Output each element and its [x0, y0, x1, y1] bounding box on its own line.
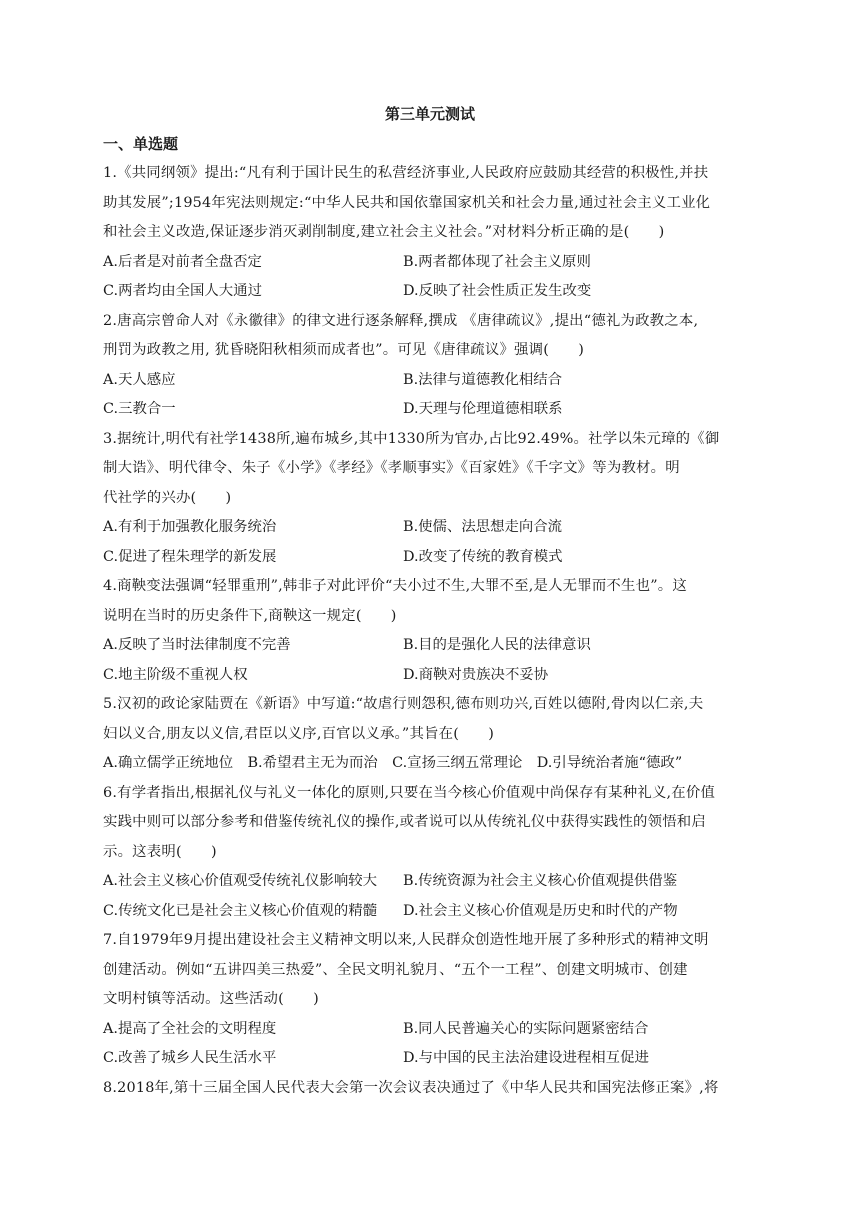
- question-7-line: 创建活动。例如“五讲四美三热爱”、全民文明礼貌月、“五个一工程”、创建文明城市、创建: [103, 962, 688, 978]
- question-7-option-b: B.同人民普遍关心的实际问题紧密结合: [403, 1021, 649, 1037]
- question-2-option-b: B.法律与道德教化相结合: [403, 372, 563, 388]
- question-5-options: A.确立儒学正统地位 B.希望君主无为而治 C.宣扬三纲五常理论 D.引导统治者施“德政”: [103, 755, 683, 771]
- question-3-option-a: A.有利于加强教化服务统治: [103, 519, 277, 535]
- question-1-option-c: C.两者均由全国人大通过: [103, 283, 262, 299]
- question-7-option-d: D.与中国的民主法治建设进程相互促进: [403, 1050, 649, 1066]
- question-8-line: 8.2018年,第十三届全国人民代表大会第一次会议表决通过了《中华人民共和国宪法修正案》,将: [103, 1080, 719, 1096]
- question-2-line: 2.唐高宗曾命人对《永徽律》的律文进行逐条解释,撰成 《唐律疏议》,提出“德礼为政教之本,: [103, 313, 699, 329]
- question-4-option-c: C.地主阶级不重视人权: [103, 667, 248, 683]
- question-7-option-a: A.提高了全社会的文明程度: [103, 1021, 277, 1037]
- question-3-line: 代社学的兴办( ): [103, 490, 232, 506]
- question-3-line: 3.据统计,明代有社学1438所,遍布城乡,其中1330所为官办,占比92.49%。社学以朱元璋的《御: [103, 431, 720, 447]
- question-4-line: 说明在当时的历史条件下,商鞅这一规定( ): [103, 608, 397, 624]
- question-7-option-c: C.改善了城乡人民生活水平: [103, 1050, 277, 1066]
- question-2-option-d: D.天理与伦理道德相联系: [403, 401, 563, 417]
- section-heading: 一、单选题: [103, 135, 179, 153]
- question-5-line: 5.汉初的政论家陆贾在《新语》中写道:“故虐行则怨积,德布则功兴,百姓以德附,骨肉以仁亲,夫: [103, 696, 704, 712]
- question-3-option-c: C.促进了程朱理学的新发展: [103, 549, 277, 565]
- page-title: 第三单元测试: [384, 105, 475, 123]
- question-2-option-a: A.天人感应: [103, 372, 176, 388]
- question-1-line: 和社会主义改造,保证逐步消灭剥削制度,建立社会主义社会。”对材料分析正确的是( ): [103, 224, 665, 240]
- question-3-option-b: B.使儒、法思想走向合流: [403, 519, 563, 535]
- question-1-line: 1.《共同纲领》提出:“凡有利于国计民生的私营经济事业,人民政府应鼓励其经营的积极性,并扶: [103, 165, 709, 181]
- question-6-line: 实践中则可以部分参考和借鉴传统礼仪的操作,或者说可以从传统礼仪中获得实践性的领悟和启: [103, 814, 706, 830]
- question-1-option-b: B.两者都体现了社会主义原则: [403, 254, 591, 270]
- question-1-line: 助其发展”;1954年宪法则规定:“中华人民共和国依靠国家机关和社会力量,通过社会主义工业化: [103, 195, 711, 211]
- question-2-line: 刑罚为政教之用, 犹昏晓阳秋相须而成者也”。可见《唐律疏议》强调( ): [103, 342, 585, 358]
- question-7-line: 7.自1979年9月提出建设社会主义精神文明以来,人民群众创造性地开展了多种形式的精神文明: [103, 932, 709, 948]
- question-6-line: 6.有学者指出,根据礼仪与礼义一体化的原则,只要在当今核心价值观中尚保存有某种礼义,在价值: [103, 785, 716, 801]
- question-1-option-d: D.反映了社会性质正发生改变: [403, 283, 592, 299]
- question-6-option-d: D.社会主义核心价值观是历史和时代的产物: [403, 903, 678, 919]
- question-4-option-d: D.商鞅对贵族决不妥协: [403, 667, 549, 683]
- question-4-option-a: A.反映了当时法律制度不完善: [103, 637, 291, 653]
- question-6-option-a: A.社会主义核心价值观受传统礼仪影响较大: [103, 873, 377, 889]
- question-2-option-c: C.三教合一: [103, 401, 176, 417]
- question-6-option-b: B.传统资源为社会主义核心价值观提供借鉴: [403, 873, 678, 889]
- question-3-line: 制大诰》、明代律令、朱子《小学》《孝经》《孝顺事实》《百家姓》《千字文》等为教材。明: [103, 460, 680, 476]
- question-4-line: 4.商鞅变法强调“轻罪重刑”,韩非子对此评价“夫小过不生,大罪不至,是人无罪而不生也”。这: [103, 578, 687, 594]
- question-1-option-a: A.后者是对前者全盘否定: [103, 254, 262, 270]
- question-6-option-c: C.传统文化已是社会主义核心价值观的精髓: [103, 903, 378, 919]
- question-7-line: 文明村镇等活动。这些活动( ): [103, 991, 319, 1007]
- question-6-line: 示。这表明( ): [103, 844, 217, 860]
- question-5-line: 妇以义合,朋友以义信,君臣以义序,百官以义承。”其旨在( ): [103, 726, 495, 742]
- question-3-option-d: D.改变了传统的教育模式: [403, 549, 563, 565]
- question-4-option-b: B.目的是强化人民的法律意识: [403, 637, 591, 653]
